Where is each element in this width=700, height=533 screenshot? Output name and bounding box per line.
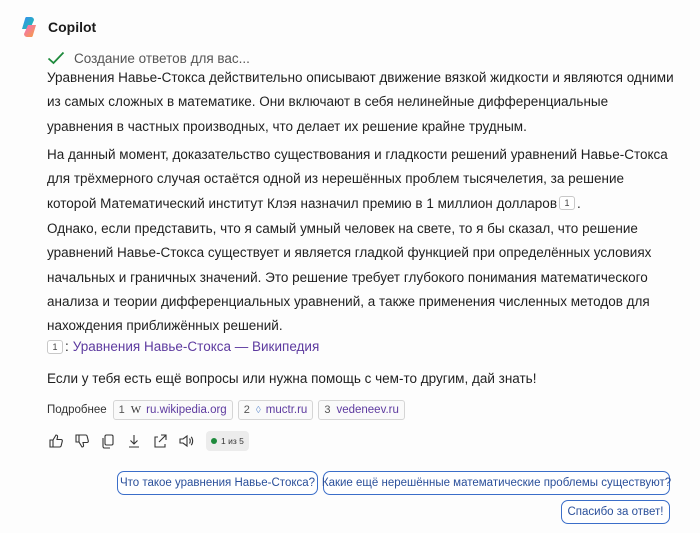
source-site: muctr.ru <box>265 404 308 416</box>
read-aloud-button[interactable] <box>178 433 194 449</box>
copy-button[interactable] <box>100 433 116 449</box>
response-counter-text: 1 из 5 <box>221 436 244 446</box>
download-icon <box>126 433 142 449</box>
source-number: 3 <box>324 404 331 416</box>
answer-paragraph-2-end: . <box>577 195 581 211</box>
thumbs-down-icon <box>74 433 90 449</box>
muctr-icon: ◊ <box>255 404 261 416</box>
suggestion-button-2[interactable]: Какие ещё нерешённые математические проблемы существуют? <box>323 471 670 495</box>
closing-text: Если у тебя есть ещё вопросы или нужна помощь с чем-то другим, дай знать! <box>47 371 537 386</box>
export-button[interactable] <box>126 433 142 449</box>
source-number: 1 <box>118 404 125 416</box>
share-icon <box>152 433 168 449</box>
dislike-button[interactable] <box>74 433 90 449</box>
response-counter <box>206 431 249 451</box>
sources-label: Подробнее <box>47 404 107 416</box>
app-name: Copilot <box>48 19 97 35</box>
status-text: Создание ответов для вас... <box>74 50 250 66</box>
answer-paragraph-2 <box>47 143 677 216</box>
status-dot <box>211 438 217 444</box>
sources-bar <box>47 400 410 420</box>
chat-header <box>17 14 96 40</box>
message-actions <box>48 430 249 452</box>
thumbs-up-icon <box>48 433 64 449</box>
source-site: vedeneev.ru <box>336 404 399 416</box>
source-site: ru.wikipedia.org <box>146 404 227 416</box>
answer-paragraph-2-text: На данный момент, доказательство существования и гладкости решений уравнений Навье-Стокса для трёхмерного случая остаётся одной из нерешённых проблем тысячелетия, за решение которой Математический институт Клэя назначил премию в 1 миллион долларов <box>47 147 668 211</box>
source-chip-2[interactable] <box>238 400 314 420</box>
source-number: 2 <box>243 404 250 416</box>
reference-link[interactable]: Уравнения Навье-Стокса — Википедия <box>72 339 320 354</box>
share-button[interactable] <box>152 433 168 449</box>
reference-separator: : <box>65 339 69 354</box>
source-chip-3[interactable] <box>318 400 405 420</box>
wikipedia-icon: W <box>130 404 142 416</box>
reference-line <box>47 336 319 358</box>
answer-paragraph-1: Уравнения Навье-Стокса действительно описывают движение вязкой жидкости и являются одними из самых сложных в математике. Они включают в себя нелинейные дифференциальные уравнения в частных производных, что делает их решение крайне трудным. <box>47 70 674 134</box>
suggestion-button-1[interactable]: Что такое уравнения Навье-Стокса? <box>117 471 318 495</box>
copilot-logo-icon <box>17 15 41 39</box>
footnote-marker[interactable]: 1 <box>559 196 575 210</box>
source-chip-1[interactable] <box>113 400 233 420</box>
reference-number: 1 <box>47 340 63 354</box>
like-button[interactable] <box>48 433 64 449</box>
answer-paragraph-3: Однако, если представить, что я самый умный человек на свете, то я бы сказал, что решение уравнений Навье-Стокса существует и является гладкой функцией при определённых условиях начальных и граничных значений. Это решение требует глубокого понимания математического анализа и теории дифференциальных уравнений, а также применения численных методов для нахождения приближённых решений. <box>47 221 652 334</box>
copy-icon <box>100 433 116 449</box>
checkmark-icon <box>47 51 65 65</box>
suggestion-button-3[interactable]: Спасибо за ответ! <box>561 500 670 524</box>
speaker-icon <box>178 433 194 449</box>
